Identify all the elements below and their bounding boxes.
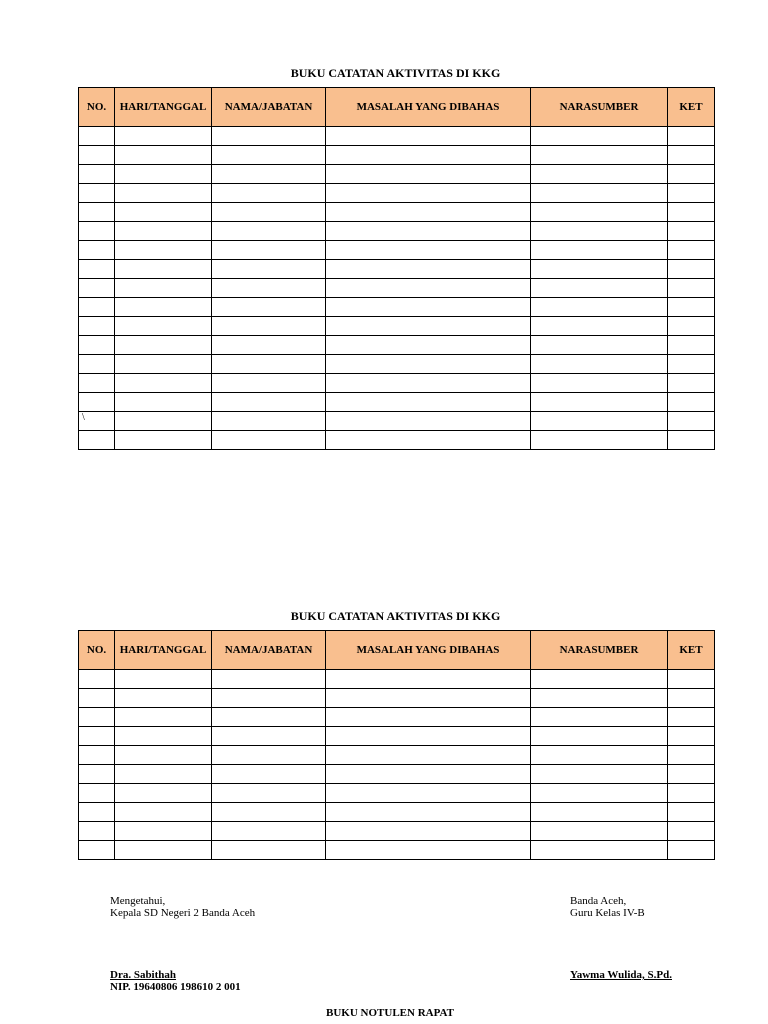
column-header: NAMA/JABATAN <box>212 88 326 127</box>
table-cell <box>212 784 326 803</box>
table-cell <box>668 127 715 146</box>
column-header: HARI/TANGGAL <box>115 88 212 127</box>
table-cell <box>79 203 115 222</box>
table-cell <box>326 184 531 203</box>
table-row <box>79 765 715 784</box>
table-header-row <box>79 631 715 670</box>
table-cell <box>212 279 326 298</box>
table-cell <box>668 689 715 708</box>
principal-name: Dra. Sabithah <box>110 969 177 981</box>
table-cell <box>79 241 115 260</box>
table-row <box>79 146 715 165</box>
table-cell <box>79 222 115 241</box>
table-cell <box>79 822 115 841</box>
table-row <box>79 222 715 241</box>
table-cell <box>668 708 715 727</box>
table-cell <box>79 260 115 279</box>
table-cell <box>115 727 212 746</box>
table-cell <box>668 374 715 393</box>
table-cell <box>115 803 212 822</box>
table-cell <box>668 727 715 746</box>
table-cell <box>79 431 115 450</box>
table-cell <box>668 260 715 279</box>
table-cell <box>326 146 531 165</box>
column-header: NARASUMBER <box>531 631 668 670</box>
table-cell <box>668 241 715 260</box>
table-header-row <box>79 88 715 127</box>
table-cell <box>668 784 715 803</box>
table-cell <box>115 670 212 689</box>
table-cell <box>79 708 115 727</box>
table-cell <box>531 670 668 689</box>
signature-left-heading <box>110 895 255 919</box>
table-cell <box>115 184 212 203</box>
table-cell <box>668 222 715 241</box>
table-cell <box>326 689 531 708</box>
table-row <box>79 374 715 393</box>
table-cell <box>79 127 115 146</box>
table-cell <box>115 822 212 841</box>
table-row <box>79 336 715 355</box>
table-cell <box>212 708 326 727</box>
table-cell <box>531 355 668 374</box>
column-header: KET <box>668 631 715 670</box>
table-cell <box>79 165 115 184</box>
table-cell <box>668 393 715 412</box>
table-row <box>79 165 715 184</box>
table-cell <box>326 803 531 822</box>
table-row <box>79 708 715 727</box>
table-cell <box>79 784 115 803</box>
table-cell <box>212 260 326 279</box>
table-row <box>79 841 715 860</box>
table-cell <box>212 374 326 393</box>
table-cell <box>326 298 531 317</box>
table-cell <box>668 746 715 765</box>
table-cell <box>115 746 212 765</box>
table-cell <box>79 746 115 765</box>
footer-title: BUKU NOTULEN RAPAT <box>326 1007 454 1019</box>
table-cell <box>79 355 115 374</box>
table-cell <box>326 670 531 689</box>
table-row <box>79 727 715 746</box>
column-header: HARI/TANGGAL <box>115 631 212 670</box>
table-row <box>79 317 715 336</box>
table-cell <box>531 146 668 165</box>
table-cell <box>115 431 212 450</box>
table-cell <box>115 336 212 355</box>
column-header: NAMA/JABATAN <box>212 631 326 670</box>
table-cell <box>115 784 212 803</box>
activity-log-table-1 <box>78 87 715 450</box>
table-row <box>79 746 715 765</box>
table-row <box>79 689 715 708</box>
column-header: NO. <box>79 631 115 670</box>
table-cell <box>531 708 668 727</box>
table-row <box>79 298 715 317</box>
table-2-title: BUKU CATATAN AKTIVITAS DI KKG <box>290 609 501 623</box>
table-cell <box>115 146 212 165</box>
table-cell <box>115 412 212 431</box>
table-cell <box>115 203 212 222</box>
table-cell <box>326 841 531 860</box>
table-cell <box>115 260 212 279</box>
table-cell <box>531 222 668 241</box>
table-cell <box>531 298 668 317</box>
table-cell <box>79 279 115 298</box>
table-cell <box>79 803 115 822</box>
table-cell <box>668 431 715 450</box>
table-cell <box>531 203 668 222</box>
signature-right-heading <box>570 895 645 919</box>
table-cell <box>531 784 668 803</box>
table-cell <box>212 184 326 203</box>
table-cell <box>212 203 326 222</box>
table-cell <box>79 765 115 784</box>
table-cell <box>326 317 531 336</box>
table-row <box>79 784 715 803</box>
table-row <box>79 203 715 222</box>
column-header: MASALAH YANG DIBAHAS <box>326 88 531 127</box>
table-cell <box>668 203 715 222</box>
table-cell <box>115 298 212 317</box>
table-1-title: BUKU CATATAN AKTIVITAS DI KKG <box>290 66 501 80</box>
table-row <box>79 355 715 374</box>
table-row <box>79 393 715 412</box>
table-cell <box>668 412 715 431</box>
table-cell <box>531 165 668 184</box>
column-header: MASALAH YANG DIBAHAS <box>326 631 531 670</box>
table-cell <box>531 393 668 412</box>
table-cell <box>668 184 715 203</box>
table-cell <box>79 336 115 355</box>
table-cell <box>212 822 326 841</box>
table-row <box>79 412 715 431</box>
table-row <box>79 803 715 822</box>
column-header: KET <box>668 88 715 127</box>
table-cell <box>212 746 326 765</box>
table-cell <box>212 165 326 184</box>
table-cell <box>668 336 715 355</box>
table-cell <box>212 317 326 336</box>
table-cell <box>668 146 715 165</box>
table-cell <box>326 746 531 765</box>
table-cell <box>212 670 326 689</box>
table-cell <box>531 279 668 298</box>
teacher-name: Yawma Wulida, S.Pd. <box>570 969 672 981</box>
table-cell <box>115 165 212 184</box>
table-cell <box>531 260 668 279</box>
teacher-title: Guru Kelas IV-B <box>570 907 645 919</box>
table-cell <box>668 765 715 784</box>
table-cell <box>326 412 531 431</box>
column-header: NO. <box>79 88 115 127</box>
table-cell <box>326 241 531 260</box>
table-cell <box>212 127 326 146</box>
table-cell <box>212 765 326 784</box>
table-cell <box>531 412 668 431</box>
table-cell: \ <box>79 412 115 431</box>
table-row <box>79 127 715 146</box>
table-cell <box>79 184 115 203</box>
table-cell <box>115 317 212 336</box>
table-cell <box>212 146 326 165</box>
activity-log-table-2 <box>78 630 715 860</box>
table-cell <box>79 393 115 412</box>
table-cell <box>326 336 531 355</box>
table-cell <box>212 241 326 260</box>
table-cell <box>531 746 668 765</box>
principal-title: Kepala SD Negeri 2 Banda Aceh <box>110 907 256 919</box>
table-cell <box>668 279 715 298</box>
table-cell <box>115 765 212 784</box>
table-cell <box>668 670 715 689</box>
table-cell <box>326 203 531 222</box>
table-cell <box>326 784 531 803</box>
table-cell <box>326 727 531 746</box>
table-cell <box>531 689 668 708</box>
principal-nip: NIP. 19640806 198610 2 001 <box>110 981 241 993</box>
table-cell <box>115 127 212 146</box>
table-cell <box>326 708 531 727</box>
table-cell <box>115 689 212 708</box>
table-cell <box>212 689 326 708</box>
table-cell <box>79 374 115 393</box>
table-cell <box>79 670 115 689</box>
table-cell <box>668 355 715 374</box>
table-cell <box>79 727 115 746</box>
table-cell <box>326 355 531 374</box>
acknowledged-label: Mengetahui, <box>110 895 166 907</box>
table-cell <box>212 355 326 374</box>
column-header: NARASUMBER <box>531 88 668 127</box>
table-cell <box>326 431 531 450</box>
table-cell <box>79 298 115 317</box>
table-cell <box>326 393 531 412</box>
table-cell <box>115 241 212 260</box>
table-cell <box>79 146 115 165</box>
table-cell <box>668 165 715 184</box>
table-cell <box>212 803 326 822</box>
table-row <box>79 184 715 203</box>
table-cell <box>326 165 531 184</box>
table-cell <box>212 431 326 450</box>
table-cell <box>531 127 668 146</box>
table-row <box>79 822 715 841</box>
table-cell <box>115 393 212 412</box>
table-cell <box>668 803 715 822</box>
table-cell <box>212 222 326 241</box>
table-cell <box>212 393 326 412</box>
table-cell <box>79 841 115 860</box>
table-cell <box>668 298 715 317</box>
table-cell <box>531 765 668 784</box>
table-cell <box>531 241 668 260</box>
table-cell <box>115 355 212 374</box>
table-cell <box>115 841 212 860</box>
table-cell <box>531 822 668 841</box>
table-cell <box>326 765 531 784</box>
table-cell <box>115 279 212 298</box>
table-cell <box>212 412 326 431</box>
table-cell <box>326 822 531 841</box>
table-cell <box>531 727 668 746</box>
table-cell <box>212 298 326 317</box>
table-cell <box>668 822 715 841</box>
table-cell <box>326 222 531 241</box>
table-cell <box>115 374 212 393</box>
table-cell <box>668 841 715 860</box>
table-cell <box>531 336 668 355</box>
table-cell <box>79 689 115 708</box>
table-row <box>79 670 715 689</box>
table-cell <box>531 841 668 860</box>
signature-right-name-block <box>570 969 672 981</box>
table-cell <box>326 260 531 279</box>
table-row <box>79 260 715 279</box>
table-cell <box>531 317 668 336</box>
table-cell <box>115 708 212 727</box>
table-cell <box>531 803 668 822</box>
table-cell <box>326 127 531 146</box>
table-cell <box>212 841 326 860</box>
table-cell <box>326 279 531 298</box>
table-cell <box>79 317 115 336</box>
table-row <box>79 279 715 298</box>
table-cell <box>212 727 326 746</box>
table-cell <box>668 317 715 336</box>
table-cell <box>212 336 326 355</box>
table-cell <box>531 374 668 393</box>
table-cell <box>531 431 668 450</box>
table-row <box>79 241 715 260</box>
table-cell <box>115 222 212 241</box>
table-cell <box>531 184 668 203</box>
place-date-label: Banda Aceh, <box>570 895 627 907</box>
table-row <box>79 431 715 450</box>
signature-left-name-block <box>110 969 241 993</box>
table-cell <box>326 374 531 393</box>
